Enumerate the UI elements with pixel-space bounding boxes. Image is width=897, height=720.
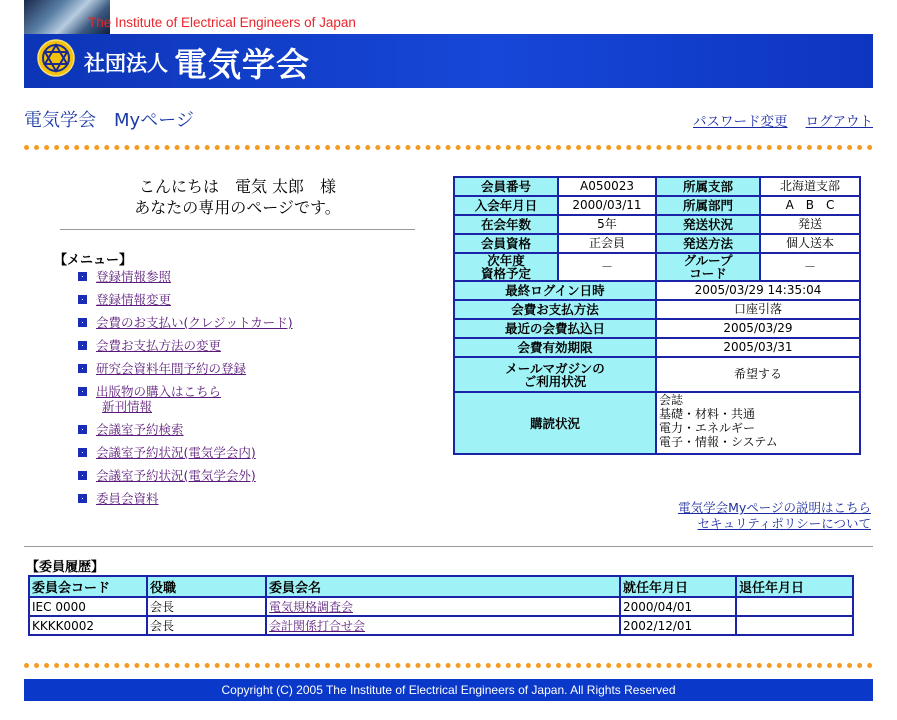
member-info-table xyxy=(453,176,861,455)
committee-role: 会長 xyxy=(147,597,266,616)
bullet-icon xyxy=(78,341,87,350)
committee-name-cell xyxy=(266,597,620,616)
subscription-item: 電子・情報・システム xyxy=(659,435,778,449)
last-login-value: 2005/03/29 14:35:04 xyxy=(656,281,860,300)
page-title: 電気学会 Myページ xyxy=(24,110,194,131)
menu-link-publications[interactable]: 出版物の購入はこちら xyxy=(96,384,222,399)
division-label: 所属部門 xyxy=(656,196,760,215)
org-english-name: The Institute of Electrical Engineers of Japan xyxy=(88,15,356,30)
label-line: 資格予定 xyxy=(480,266,531,281)
column-header: 役職 xyxy=(147,576,266,597)
dotted-divider xyxy=(24,145,873,150)
mail-magazine-value: 希望する xyxy=(656,357,860,392)
menu-item xyxy=(78,315,418,330)
shipping-status-value: 発送 xyxy=(760,215,860,234)
shipping-status-label: 発送状況 xyxy=(656,215,760,234)
mypage-help-link[interactable]: 電気学会Myページの説明はこちら xyxy=(678,500,871,515)
committee-name-link[interactable]: 会計関係打合せ会 xyxy=(269,619,366,633)
menu-link-committee-docs[interactable]: 委員会資料 xyxy=(96,491,159,506)
menu-link-new-releases[interactable]: 新刊情報 xyxy=(102,399,153,414)
bullet-icon xyxy=(78,318,87,327)
menu-link-room-status-external[interactable]: 会議室予約状況(電気学会外) xyxy=(96,468,256,483)
committee-start-date: 2000/04/01 xyxy=(620,597,736,616)
bullet-icon xyxy=(78,364,87,373)
payment-method-value: 口座引落 xyxy=(656,300,860,319)
last-login-label: 最終ログイン日時 xyxy=(454,281,656,300)
committee-code: IEC 0000 xyxy=(29,597,147,616)
column-header: 退任年月日 xyxy=(736,576,853,597)
branch-value: 北海道支部 xyxy=(760,177,860,196)
label-line: コード xyxy=(689,266,727,281)
menu-item xyxy=(78,491,418,506)
password-change-link[interactable]: パスワード変更 xyxy=(693,114,788,130)
payment-method-label: 会費お支払方法 xyxy=(454,300,656,319)
menu-item xyxy=(78,468,418,483)
menu-item xyxy=(78,361,418,376)
bullet-icon xyxy=(78,295,87,304)
committee-history-title: 【委員履歴】 xyxy=(26,560,105,575)
group-code-value: － xyxy=(760,253,860,281)
column-header: 就任年月日 xyxy=(620,576,736,597)
bullet-icon xyxy=(78,448,87,457)
header-top-band xyxy=(24,0,873,34)
menu-link-payment-method[interactable]: 会費お支払方法の変更 xyxy=(96,338,222,353)
menu-link-room-status-internal[interactable]: 会議室予約状況(電気学会内) xyxy=(96,445,256,460)
dotted-divider xyxy=(24,663,873,668)
footer-copyright: Copyright (C) 2005 The Institute of Electrical Engineers of Japan. All Rights Reserved xyxy=(24,679,873,701)
label-line: 次年度 xyxy=(487,253,525,268)
committee-name-cell xyxy=(266,616,620,635)
site-header xyxy=(24,0,873,88)
menu-link-annual-reservation[interactable]: 研究会資料年間予約の登録 xyxy=(96,361,247,376)
help-links xyxy=(678,500,871,532)
label-line: ご利用状況 xyxy=(523,373,587,389)
shipping-method-value: 個人送本 xyxy=(760,234,860,253)
label-line: グループ xyxy=(683,253,733,268)
bullet-icon xyxy=(78,272,87,281)
committee-end-date xyxy=(736,597,853,616)
bullet-icon xyxy=(78,425,87,434)
member-grade-label: 会員資格 xyxy=(454,234,558,253)
column-header: 委員会コード xyxy=(29,576,147,597)
menu-link-profile-view[interactable]: 登録情報参照 xyxy=(96,269,172,284)
menu-list xyxy=(78,269,418,514)
section-divider xyxy=(24,546,873,547)
join-date-value: 2000/03/11 xyxy=(558,196,656,215)
division-value: A B C xyxy=(760,196,860,215)
label-line: メールマガジンの xyxy=(505,360,605,376)
member-no-value: A050023 xyxy=(558,177,656,196)
join-date-label: 入会年月日 xyxy=(454,196,558,215)
fee-expiry-label: 会費有効期限 xyxy=(454,338,656,357)
greeting xyxy=(60,176,415,218)
menu-item xyxy=(78,338,418,353)
next-year-grade-value: － xyxy=(558,253,656,281)
greeting-line: こんにちは 電気 太郎 様 xyxy=(138,177,337,196)
subscription-value xyxy=(656,392,860,454)
greeting-line: あなたの専用のページです。 xyxy=(134,198,341,217)
membership-years-value: 5年 xyxy=(558,215,656,234)
menu-link-credit-payment[interactable]: 会費のお支払い(クレジットカード) xyxy=(96,315,293,330)
top-links xyxy=(675,110,873,130)
iee-logo-icon xyxy=(36,38,76,78)
bullet-icon xyxy=(78,471,87,480)
menu-link-room-search[interactable]: 会議室予約検索 xyxy=(96,422,184,437)
committee-role: 会長 xyxy=(147,616,266,635)
menu-item xyxy=(78,292,418,307)
security-policy-link[interactable]: セキュリティポリシーについて xyxy=(697,516,871,531)
subscription-item: 会誌 xyxy=(659,393,684,407)
last-payment-label: 最近の会費払込日 xyxy=(454,319,656,338)
table-row xyxy=(29,616,853,635)
mail-magazine-label xyxy=(454,357,656,392)
column-header: 委員会名 xyxy=(266,576,620,597)
committee-history-table xyxy=(28,575,854,636)
org-prefix: 社団法人 xyxy=(84,51,168,76)
org-japanese-name xyxy=(84,39,310,86)
membership-years-label: 在会年数 xyxy=(454,215,558,234)
menu-title: 【メニュー】 xyxy=(54,253,133,268)
logout-link[interactable]: ログアウト xyxy=(805,114,873,130)
subscription-item: 基礎・材料・共通 xyxy=(659,407,756,421)
last-payment-value: 2005/03/29 xyxy=(656,319,860,338)
member-no-label: 会員番号 xyxy=(454,177,558,196)
menu-link-profile-edit[interactable]: 登録情報変更 xyxy=(96,292,172,307)
shipping-method-label: 発送方法 xyxy=(656,234,760,253)
committee-name-link[interactable]: 電気規格調査会 xyxy=(269,600,354,614)
committee-end-date xyxy=(736,616,853,635)
menu-item xyxy=(78,445,418,460)
bullet-icon xyxy=(78,387,87,396)
committee-start-date: 2002/12/01 xyxy=(620,616,736,635)
menu-item xyxy=(78,422,418,437)
greeting-divider xyxy=(60,229,415,230)
next-year-grade-label xyxy=(454,253,558,281)
menu-item xyxy=(78,384,418,414)
subscription-label: 購読状況 xyxy=(454,392,656,454)
fee-expiry-value: 2005/03/31 xyxy=(656,338,860,357)
subscription-item: 電力・エネルギー xyxy=(659,421,756,435)
branch-label: 所属支部 xyxy=(656,177,760,196)
org-name: 電気学会 xyxy=(174,45,310,84)
committee-code: KKKK0002 xyxy=(29,616,147,635)
table-row xyxy=(29,597,853,616)
menu-item xyxy=(78,269,418,284)
group-code-label xyxy=(656,253,760,281)
bullet-icon xyxy=(78,494,87,503)
member-grade-value: 正会員 xyxy=(558,234,656,253)
